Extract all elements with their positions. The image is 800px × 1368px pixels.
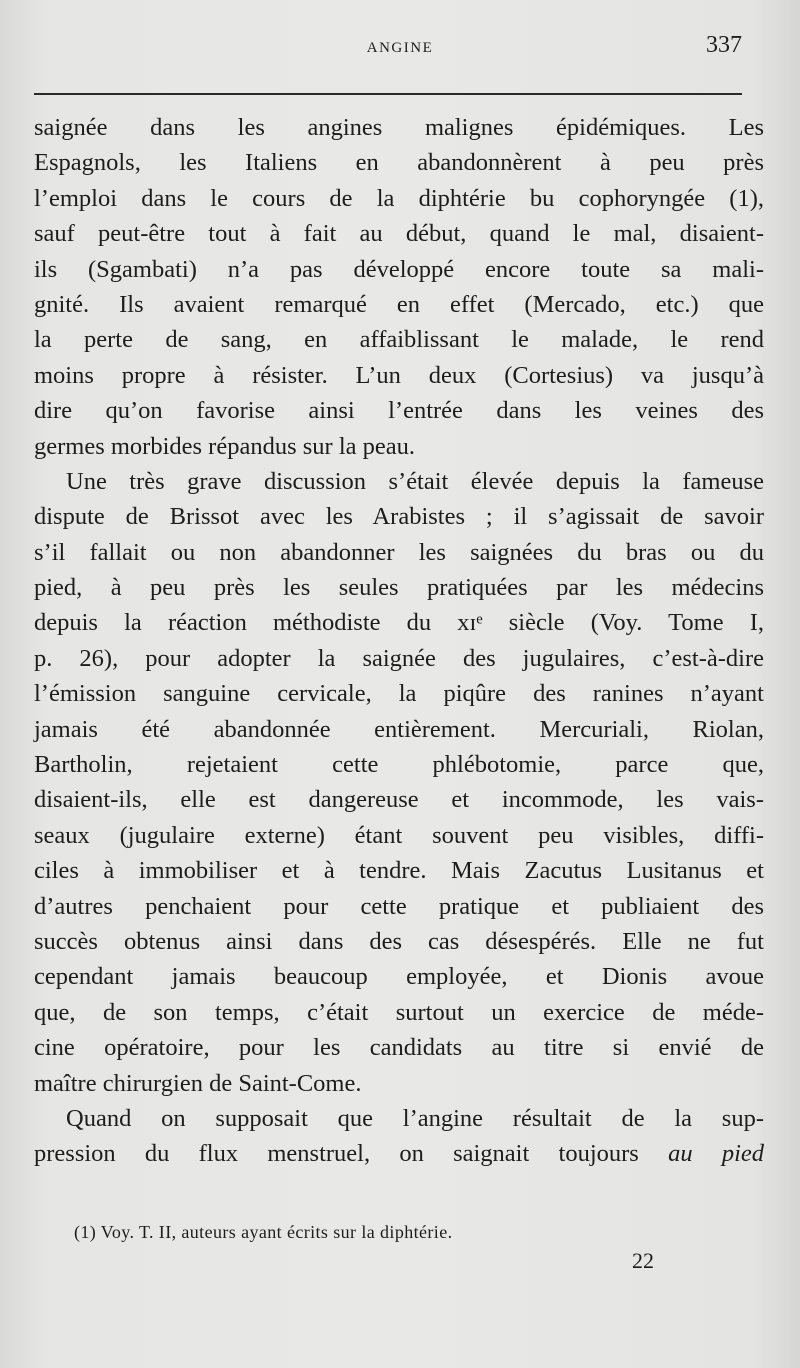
- text-line: cependant jamais beaucoup employée, et Dionis avoue: [34, 963, 764, 991]
- text-line: moins propre à résister. L’un deux (Cortesius) va jusqu’à: [34, 361, 764, 389]
- text-line: p. 26), pour adopter la saignée des jugulaires, c’est-à-dire: [34, 644, 764, 672]
- text-line: jamais été abandonnée entièrement. Mercuriali, Riolan,: [34, 715, 764, 743]
- text-line: pied, à peu près les seules pratiquées par les médecins: [34, 574, 764, 602]
- paragraph-start-line: Une très grave discussion s’était élevée depuis la fameuse: [66, 467, 764, 495]
- text-line: ciles à immobiliser et à tendre. Mais Zacutus Lusitanus et: [34, 857, 764, 885]
- page-number: 337: [706, 32, 742, 58]
- text-line: ils (Sgambati) n’a pas développé encore toute sa mali-: [34, 255, 764, 283]
- text-line: l’emploi dans le cours de la diphtérie bu cophoryngée (1),: [34, 184, 764, 212]
- footnote: (1) Voy. T. II, auteurs ayant écrits sur la diphtérie.: [74, 1222, 453, 1242]
- text-line: depuis la réaction méthodiste du xɪᵉ siècle (Voy. Tome I,: [34, 609, 764, 637]
- text-line-main: pression du flux menstruel, on saignait toujours: [34, 1140, 639, 1168]
- text-line: la perte de sang, en affaiblissant le malade, le rend: [34, 326, 764, 354]
- signature-mark: 22: [632, 1248, 654, 1273]
- text-line: disaient-ils, elle est dangereuse et incommode, les vais-: [34, 786, 764, 814]
- text-line: succès obtenus ainsi dans des cas désespérés. Elle ne fut: [34, 927, 764, 955]
- text-line: gnité. Ils avaient remarqué en effet (Mercado, etc.) que: [34, 290, 764, 318]
- text-line: dispute de Brissot avec les Arabistes ; il s’agissait de savoir: [34, 503, 764, 531]
- text-line: Espagnols, les Italiens en abandonnèrent à peu près: [34, 149, 764, 177]
- text-line: l’émission sanguine cervicale, la piqûre des ranines n’ayant: [34, 680, 764, 708]
- text-line: d’autres penchaient pour cette pratique et publiaient des: [34, 892, 764, 920]
- text-line: seaux (jugulaire externe) étant souvent peu visibles, diffi-: [34, 821, 764, 849]
- text-line: dire qu’on favorise ainsi l’entrée dans les veines des: [34, 397, 764, 425]
- running-head: [0, 28, 800, 68]
- text-line: saignée dans les angines malignes épidémiques. Les: [34, 114, 764, 141]
- running-title: ANGINE: [366, 40, 434, 56]
- paragraph-start-line: Quand on supposait que l’angine résultait de la sup-: [66, 1104, 764, 1132]
- text-line: sauf peut-être tout à fait au début, quand le mal, disaient-: [34, 220, 764, 248]
- italic-phrase: au pied: [668, 1140, 765, 1168]
- body-text: [34, 110, 764, 1172]
- text-line: cine opératoire, pour les candidats au titre si envié de: [34, 1034, 764, 1062]
- text-line: Bartholin, rejetaient cette phlébotomie, parce que,: [34, 751, 764, 779]
- text-line-final: [34, 1136, 764, 1171]
- header-rule: [34, 93, 742, 95]
- text-line: s’il fallait ou non abandonner les saignées du bras ou du: [34, 538, 764, 566]
- text-line: que, de son temps, c’était surtout un exercice de méde-: [34, 998, 764, 1026]
- text-line: maître chirurgien de Saint-Come.: [34, 1069, 362, 1097]
- text-line: germes morbides répandus sur la peau.: [34, 432, 415, 460]
